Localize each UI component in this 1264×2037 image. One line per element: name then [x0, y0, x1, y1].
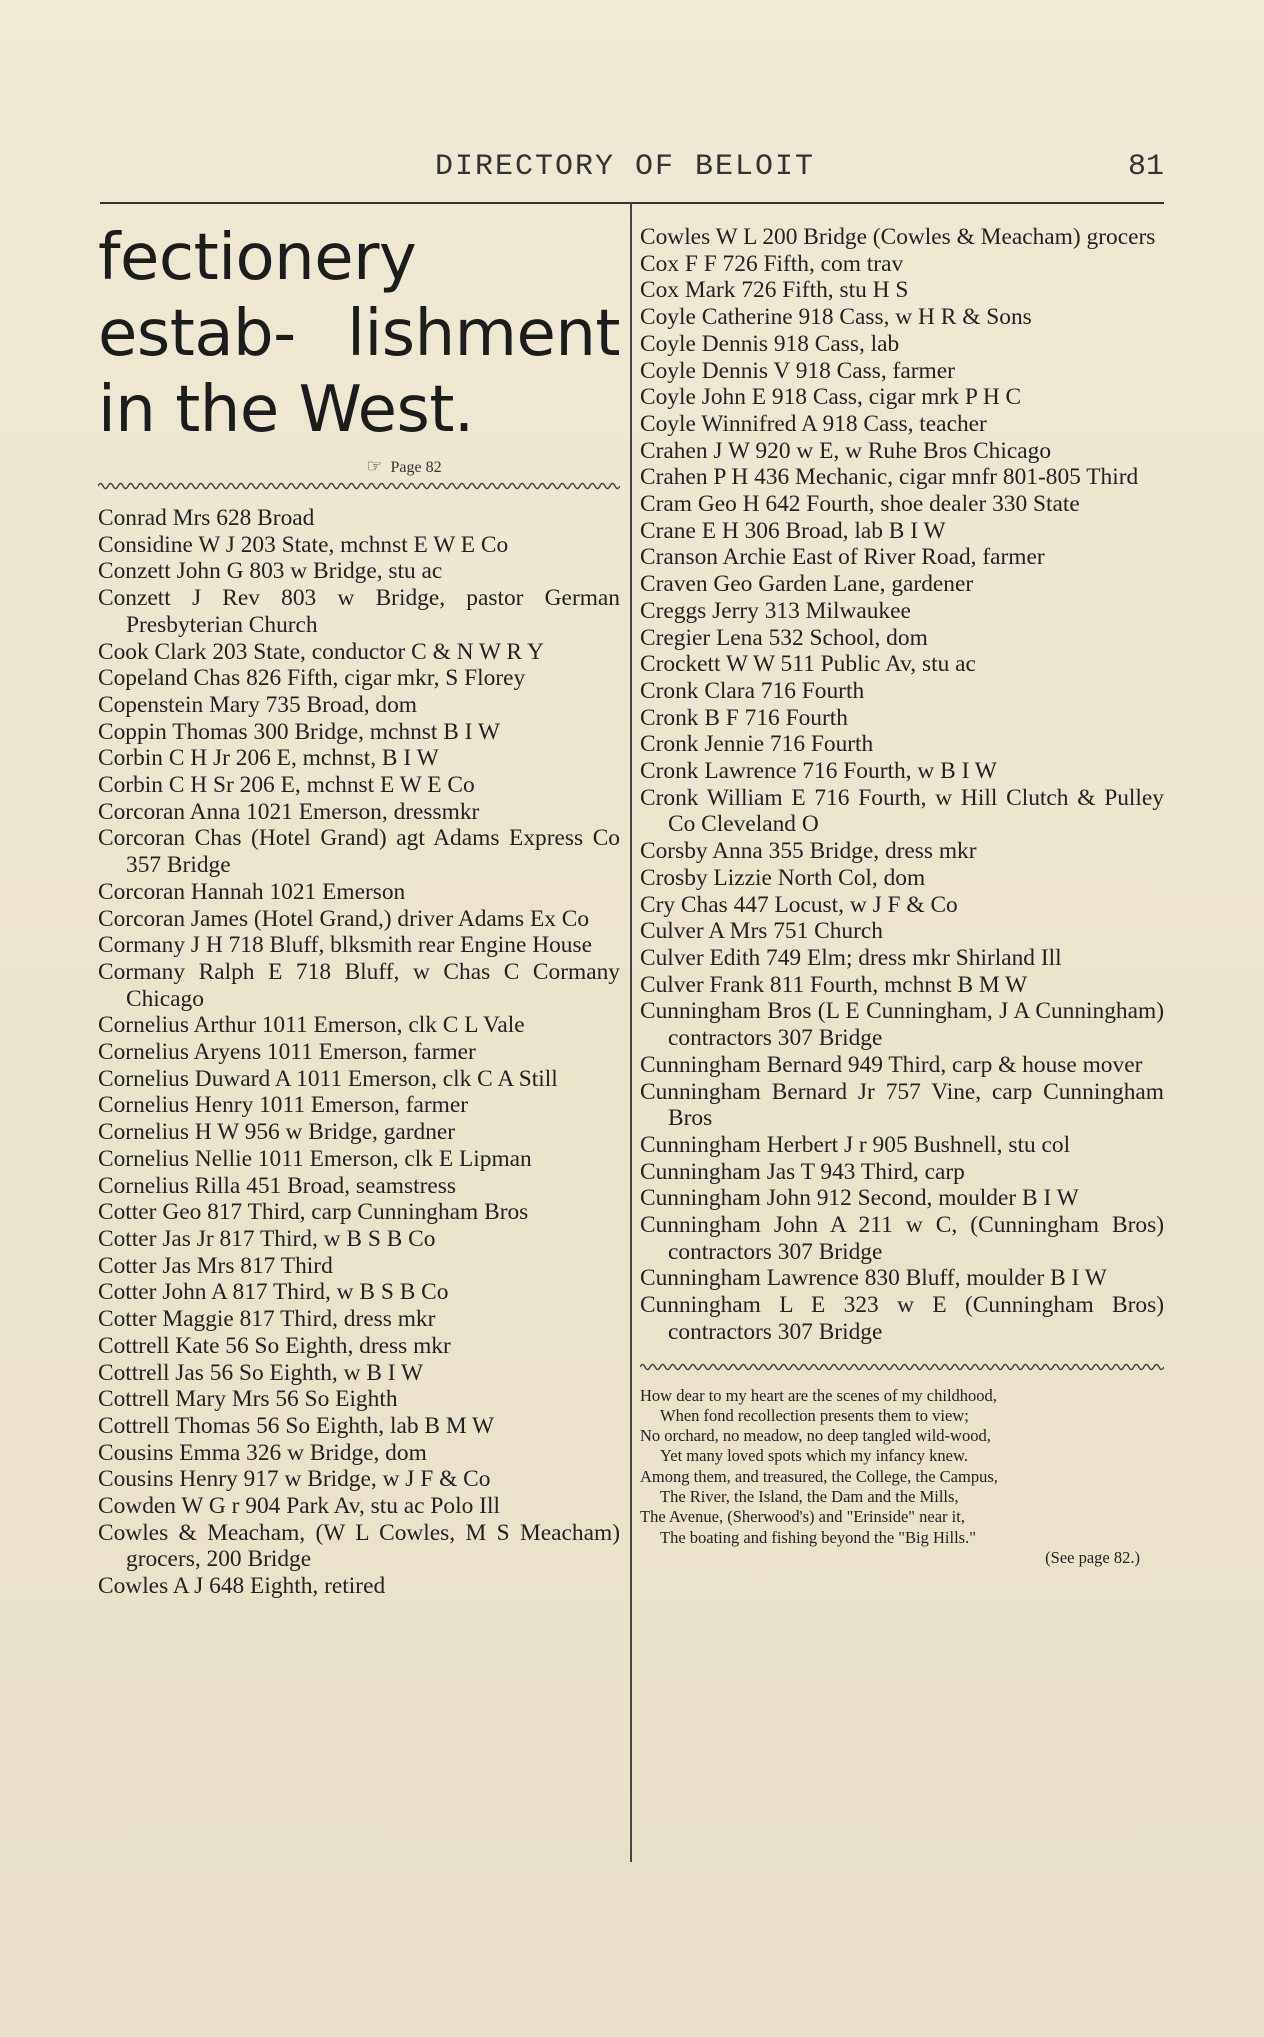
directory-entry: Cornelius Rilla 451 Broad, seamstress — [98, 1172, 456, 1199]
directory-entry: Cotter Geo 817 Third, carp Cunningham Bros — [98, 1199, 529, 1226]
poem-line: How dear to my heart are the scenes of my childhood, — [640, 1385, 997, 1405]
see-page-note: (See page 82.) — [1045, 1547, 1140, 1567]
directory-entry: Cunningham L E 323 w E (Cunningham Bros) contractors 307 Bridge — [640, 1292, 1164, 1345]
header-rule — [100, 202, 1164, 204]
directory-entry: Cowles W L 200 Bridge (Cowles & Meacham) grocers — [640, 224, 1156, 250]
poem-line: Among them, and treasured, the College, the Campus, — [640, 1466, 998, 1486]
directory-entry: Cousins Emma 326 w Bridge, dom — [98, 1439, 427, 1466]
directory-entry: Cottrell Jas 56 So Eighth, w B I W — [98, 1359, 424, 1386]
directory-entry: Corcoran Chas (Hotel Grand) agt Adams Express Co 357 Bridge — [98, 825, 620, 879]
directory-entry: Crahen J W 920 w E, w Ruhe Bros Chicago — [640, 437, 1052, 464]
advertisement-reference — [188, 456, 620, 477]
wavy-rule — [98, 479, 620, 493]
directory-entry: Coyle John E 918 Cass, cigar mrk P H C — [640, 384, 1022, 411]
directory-entry: Coyle Dennis V 918 Cass, farmer — [640, 357, 955, 384]
wavy-rule — [640, 1360, 1164, 1374]
directory-entry: Coppin Thomas 300 Bridge, mchnst B I W — [98, 718, 500, 745]
poem — [640, 1386, 1164, 1569]
directory-entry: Cunningham Bernard 949 Third, carp & house mover — [640, 1051, 1143, 1078]
pointing-hand-icon: ☞ — [366, 456, 383, 476]
page-header — [100, 150, 1164, 194]
directory-entry: Conzett J Rev 803 w Bridge, pastor German Presbyterian Church — [98, 585, 620, 638]
directory-entry: Corcoran Hannah 1021 Emerson — [98, 878, 406, 905]
directory-entry: Cotter Jas Mrs 817 Third — [98, 1252, 333, 1279]
poem-line: Yet many loved spots which my infancy knew. — [660, 1446, 968, 1466]
directory-entry: Cornelius Nellie 1011 Emerson, clk E Lipman — [98, 1145, 532, 1172]
poem-line: The River, the Island, the Dam and the Mills, — [660, 1487, 959, 1507]
directory-entry: Cregier Lena 532 School, dom — [640, 624, 928, 651]
directory-entry: Cunningham Herbert J r 905 Bushnell, stu col — [640, 1131, 1071, 1158]
advertisement-text: fectionery estab- lishment in the West. — [98, 221, 620, 447]
directory-entry: Corcoran James (Hotel Grand,) driver Adams Ex Co — [98, 905, 590, 932]
directory-entry: Copenstein Mary 735 Broad, dom — [98, 691, 417, 718]
directory-entry: Cronk B F 716 Fourth — [640, 704, 848, 731]
directory-entry: Crockett W W 511 Public Av, stu ac — [640, 651, 976, 678]
directory-entry: Cook Clark 203 State, conductor C & N W R Y — [98, 638, 544, 665]
directory-entry: Cowles A J 648 Eighth, retired — [98, 1573, 386, 1600]
directory-entry: Cotter Maggie 817 Third, dress mkr — [98, 1306, 436, 1333]
directory-entry: Cunningham Bernard Jr 757 Vine, carp Cunningham Bros — [640, 1078, 1164, 1132]
column-divider — [630, 202, 632, 1862]
directory-entry: Coyle Dennis 918 Cass, lab — [640, 330, 900, 357]
directory-entry: Cowles & Meacham, (W L Cowles, M S Meacham) grocers, 200 Bridge — [98, 1519, 620, 1573]
directory-entry: Cottrell Mary Mrs 56 So Eighth — [98, 1386, 398, 1413]
reference-label: Page 82 — [390, 459, 442, 476]
directory-entry: Cornelius Duward A 1011 Emerson, clk C A Still — [98, 1065, 558, 1092]
directory-entry: Cotter John A 817 Third, w B S B Co — [98, 1279, 449, 1306]
directory-entry: Cram Geo H 642 Fourth, shoe dealer 330 State — [640, 491, 1080, 518]
running-title: DIRECTORY OF BELOIT — [435, 150, 816, 184]
directory-entry: Crahen P H 436 Mechanic, cigar mnfr 801-805 Third — [640, 464, 1139, 491]
directory-entry: Creggs Jerry 313 Milwaukee — [640, 597, 911, 624]
directory-entry: Cox Mark 726 Fifth, stu H S — [640, 277, 909, 304]
directory-entry: Cranson Archie East of River Road, farmer — [640, 544, 1045, 571]
directory-entry: Copeland Chas 826 Fifth, cigar mkr, S Florey — [98, 665, 526, 692]
directory-entry: Cornelius Aryens 1011 Emerson, farmer — [98, 1039, 476, 1066]
right-entry-list — [640, 224, 1164, 1346]
directory-entry: Cunningham Lawrence 830 Bluff, moulder B I W — [640, 1265, 1107, 1292]
directory-entry: Cry Chas 447 Locust, w J F & Co — [640, 891, 958, 918]
directory-entry: Cunningham Jas T 943 Third, carp — [640, 1158, 965, 1185]
directory-entry: Corbin C H Jr 206 E, mchnst, B I W — [98, 745, 439, 772]
directory-entry: Coyle Winnifred A 918 Cass, teacher — [640, 410, 987, 437]
directory-entry: Cormany J H 718 Bluff, blksmith rear Engine House — [98, 932, 592, 959]
directory-entry: Cousins Henry 917 w Bridge, w J F & Co — [98, 1466, 491, 1493]
right-column — [640, 224, 1164, 1568]
directory-entry: Cottrell Thomas 56 So Eighth, lab B M W — [98, 1412, 495, 1439]
directory-entry: Cunningham John 912 Second, moulder B I W — [640, 1185, 1079, 1212]
directory-entry: Cronk Clara 716 Fourth — [640, 677, 865, 704]
directory-entry: Cormany Ralph E 718 Bluff, w Chas C Cormany Chicago — [98, 958, 620, 1012]
directory-entry: Cotter Jas Jr 817 Third, w B S B Co — [98, 1225, 436, 1252]
directory-entry: Considine W J 203 State, mchnst E W E Co — [98, 531, 509, 558]
directory-entry: Culver Edith 749 Elm; dress mkr Shirland Ill — [640, 944, 1062, 971]
directory-entry: Culver A Mrs 751 Church — [640, 918, 883, 945]
poem-line: The Avenue, (Sherwood's) and "Erinside" near it, — [640, 1507, 965, 1527]
directory-entry: Culver Frank 811 Fourth, mchnst B M W — [640, 971, 1028, 998]
directory-entry: Cornelius Arthur 1011 Emerson, clk C L Vale — [98, 1012, 525, 1039]
directory-entry: Cunningham John A 211 w C, (Cunningham Bros) contractors 307 Bridge — [640, 1212, 1164, 1265]
directory-entry: Cowden W G r 904 Park Av, stu ac Polo Ill — [98, 1493, 500, 1520]
directory-entry: Cornelius H W 956 w Bridge, gardner — [98, 1119, 456, 1146]
directory-entry: Corcoran Anna 1021 Emerson, dressmkr — [98, 798, 480, 825]
directory-entry: Corbin C H Sr 206 E, mchnst E W E Co — [98, 772, 475, 799]
directory-entry: Cox F F 726 Fifth, com trav — [640, 250, 904, 277]
poem-line: The boating and fishing beyond the "Big Hills." — [660, 1527, 976, 1547]
directory-entry: Cronk Jennie 716 Fourth — [640, 731, 874, 758]
directory-entry: Craven Geo Garden Lane, gardener — [640, 571, 974, 598]
directory-entry: Cronk Lawrence 716 Fourth, w B I W — [640, 758, 997, 785]
directory-entry: Cottrell Kate 56 So Eighth, dress mkr — [98, 1332, 451, 1359]
poem-line: No orchard, no meadow, no deep tangled wild-wood, — [640, 1426, 991, 1446]
directory-entry: Crosby Lizzie North Col, dom — [640, 864, 926, 891]
left-column — [98, 220, 620, 1600]
poem-line: When fond recollection presents them to view; — [660, 1405, 969, 1425]
directory-entry: Coyle Catherine 918 Cass, w H R & Sons — [640, 304, 1032, 331]
directory-entry: Cronk William E 716 Fourth, w Hill Clutch & Pulley Co Cleveland O — [640, 784, 1164, 838]
page-number: 81 — [1127, 150, 1164, 184]
directory-entry: Cunningham Bros (L E Cunningham, J A Cunningham) contractors 307 Bridge — [640, 998, 1164, 1052]
directory-entry: Corsby Anna 355 Bridge, dress mkr — [640, 838, 977, 865]
directory-entry: Crane E H 306 Broad, lab B I W — [640, 517, 946, 544]
directory-entry: Cornelius Henry 1011 Emerson, farmer — [98, 1092, 469, 1119]
directory-entry: Conzett John G 803 w Bridge, stu ac — [98, 558, 443, 585]
left-entry-list — [98, 505, 620, 1600]
directory-entry: Conrad Mrs 628 Broad — [98, 505, 315, 531]
